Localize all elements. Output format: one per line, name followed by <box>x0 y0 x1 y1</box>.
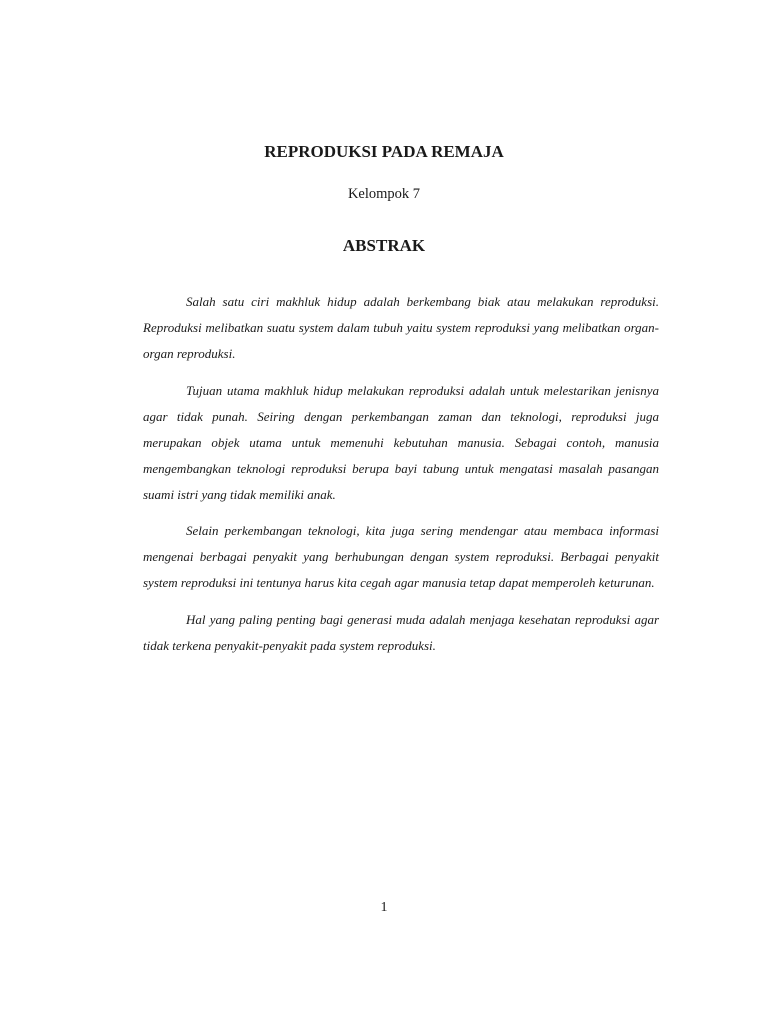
group-name: Kelompok 7 <box>347 186 421 202</box>
abstract-paragraph-3: Selain perkembangan teknologi, kita juga sering mendengar atau membaca informasi mengenai berbagai penyakit yang berhubungan dengan system reproduksi. Berbagai penyakit system reproduksi ini tentunya harus kita cegah agar manusia tetap dapat memperoleh keturunan. <box>143 523 659 590</box>
document-title: REPRODUKSI PADA REMAJA <box>264 142 504 161</box>
abstract-heading: ABSTRAK <box>342 236 426 255</box>
abstract-body <box>143 289 659 669</box>
abstract-paragraph-2: Tujuan utama makhluk hidup melakukan reproduksi adalah untuk melestarikan jenisnya agar tidak punah. Seiring dengan perkembangan zaman dan teknologi, reproduksi juga merupakan objek utama untuk memenuhi kebutuhan manusia. Sebagai contoh, manusia mengembangkan teknologi reproduksi berupa bayi tabung untuk mengatasi masalah pasangan suami istri yang tidak memiliki anak. <box>143 382 659 502</box>
page-number: 1 <box>380 900 388 915</box>
abstract-paragraph-1: Salah satu ciri makhluk hidup adalah berkembang biak atau melakukan reproduksi. Reproduksi melibatkan suatu system dalam tubuh yaitu system reproduksi yang melibatkan organ-organ reproduksi. <box>143 294 659 361</box>
abstract-paragraph-4: Hal yang paling penting bagi generasi muda adalah menjaga kesehatan reproduksi agar tidak terkena penyakit-penyakit pada system reproduksi. <box>143 611 659 653</box>
